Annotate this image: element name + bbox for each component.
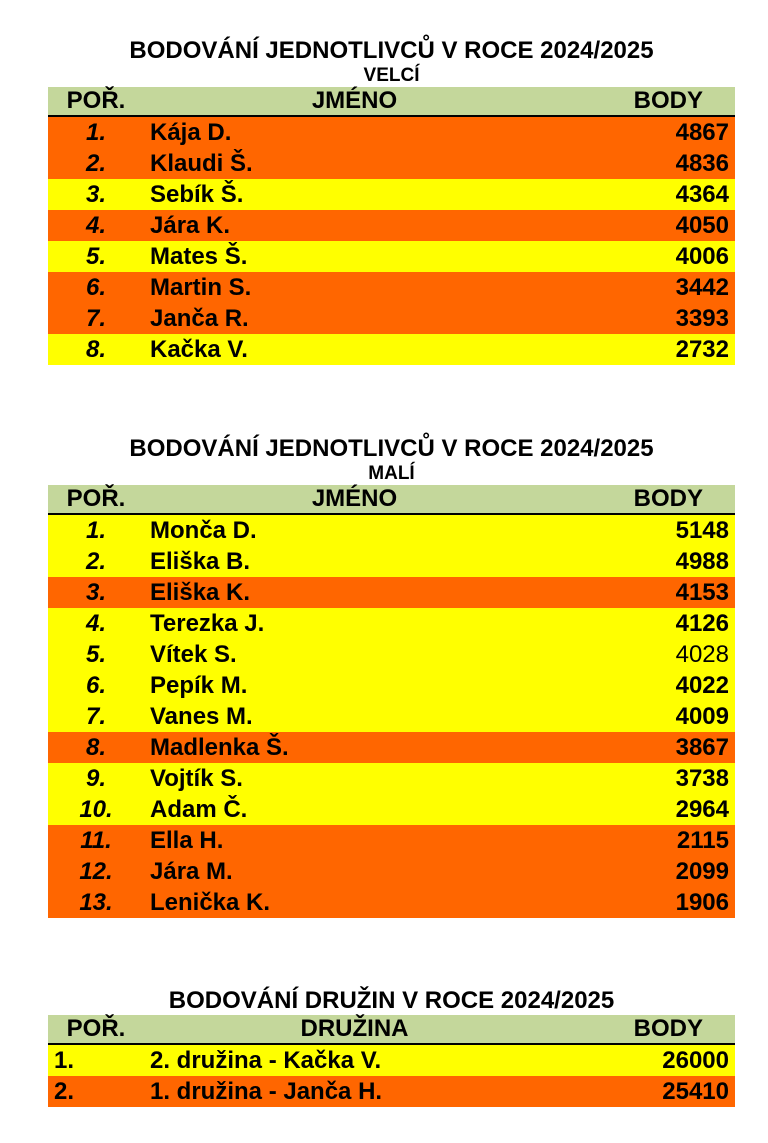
- cell-position: 5.: [48, 241, 144, 272]
- cell-points: 4153: [625, 577, 735, 608]
- table-row: [48, 794, 735, 825]
- header-position: POŘ.: [48, 1015, 144, 1044]
- cell-position: 2.: [48, 1076, 144, 1107]
- cell-position: 5.: [48, 639, 144, 670]
- table-row: [48, 1044, 735, 1076]
- cell-position: 10.: [48, 794, 144, 825]
- table-row: [48, 825, 735, 856]
- table-row: [48, 148, 735, 179]
- cell-name: Martin S.: [144, 272, 625, 303]
- cell-name: Klaudi Š.: [144, 148, 625, 179]
- cell-name: Adam Č.: [144, 794, 625, 825]
- table-row: [48, 116, 735, 148]
- section-subtitle: VELCÍ: [363, 65, 420, 86]
- cell-name: Kája D.: [144, 116, 625, 148]
- cell-position: 6.: [48, 272, 144, 303]
- cell-points: 5148: [625, 514, 735, 546]
- cell-points: 26000: [625, 1044, 735, 1076]
- cell-name: Ella H.: [144, 825, 625, 856]
- header-name: JMÉNO: [144, 87, 625, 116]
- table-row: [48, 303, 735, 334]
- table-body: [48, 514, 735, 918]
- table-row: [48, 546, 735, 577]
- cell-name: Lenička K.: [144, 887, 625, 918]
- cell-points: 4009: [625, 701, 735, 732]
- cell-name: Mates Š.: [144, 241, 625, 272]
- header-name: DRUŽINA: [144, 1015, 625, 1044]
- section-title: BODOVÁNÍ JEDNOTLIVCŮ V ROCE 2024/2025: [129, 37, 654, 64]
- cell-position: 12.: [48, 856, 144, 887]
- cell-points: 2099: [625, 856, 735, 887]
- cell-points: 1906: [625, 887, 735, 918]
- table-row: [48, 608, 735, 639]
- cell-position: 4.: [48, 210, 144, 241]
- cell-points: 4836: [625, 148, 735, 179]
- table-header-row: [48, 485, 735, 514]
- cell-position: 2.: [48, 546, 144, 577]
- cell-points: 25410: [625, 1076, 735, 1107]
- cell-points: 4988: [625, 546, 735, 577]
- cell-name: Pepík M.: [144, 670, 625, 701]
- table-header-row: [48, 87, 735, 116]
- cell-points: 4364: [625, 179, 735, 210]
- cell-position: 4.: [48, 608, 144, 639]
- cell-position: 11.: [48, 825, 144, 856]
- cell-name: Monča D.: [144, 514, 625, 546]
- cell-name: 1. družina - Janča H.: [144, 1076, 625, 1107]
- cell-name: Janča R.: [144, 303, 625, 334]
- cell-position: 1.: [48, 514, 144, 546]
- cell-position: 3.: [48, 179, 144, 210]
- header-position: POŘ.: [48, 87, 144, 116]
- cell-points: 3393: [625, 303, 735, 334]
- table-row: [48, 514, 735, 546]
- section-subtitle: MALÍ: [368, 463, 415, 484]
- table-row: [48, 639, 735, 670]
- cell-name: Jára K.: [144, 210, 625, 241]
- section-small: [48, 435, 735, 918]
- cell-points: 4006: [625, 241, 735, 272]
- cell-name: 2. družina - Kačka V.: [144, 1044, 625, 1076]
- cell-name: Terezka J.: [144, 608, 625, 639]
- section-title: BODOVÁNÍ DRUŽIN V ROCE 2024/2025: [168, 987, 615, 1014]
- cell-name: Madlenka Š.: [144, 732, 625, 763]
- cell-name: Kačka V.: [144, 334, 625, 365]
- cell-points: 2732: [625, 334, 735, 365]
- header-points: BODY: [625, 1015, 735, 1044]
- table-body: [48, 1044, 735, 1107]
- section-big: [48, 37, 735, 365]
- cell-position: 2.: [48, 148, 144, 179]
- header-points: BODY: [625, 485, 735, 514]
- cell-points: 3442: [625, 272, 735, 303]
- cell-points: 4867: [625, 116, 735, 148]
- cell-position: 7.: [48, 701, 144, 732]
- cell-points: 4028: [625, 639, 735, 670]
- cell-position: 1.: [48, 1044, 144, 1076]
- header-points: BODY: [625, 87, 735, 116]
- cell-points: 4126: [625, 608, 735, 639]
- table-row: [48, 577, 735, 608]
- cell-name: Jára M.: [144, 856, 625, 887]
- header-name: JMÉNO: [144, 485, 625, 514]
- cell-position: 3.: [48, 577, 144, 608]
- ranking-table-small: [48, 485, 735, 918]
- ranking-table-big: [48, 87, 735, 365]
- cell-position: 6.: [48, 670, 144, 701]
- cell-points: 3738: [625, 763, 735, 794]
- ranking-table-teams: [48, 1015, 735, 1107]
- table-row: [48, 179, 735, 210]
- cell-name: Sebík Š.: [144, 179, 625, 210]
- table-row: [48, 887, 735, 918]
- cell-name: Eliška B.: [144, 546, 625, 577]
- cell-position: 7.: [48, 303, 144, 334]
- table-row: [48, 210, 735, 241]
- cell-position: 8.: [48, 732, 144, 763]
- cell-points: 4050: [625, 210, 735, 241]
- cell-position: 8.: [48, 334, 144, 365]
- section-teams: [48, 987, 735, 1107]
- cell-name: Eliška K.: [144, 577, 625, 608]
- table-row: [48, 670, 735, 701]
- table-row: [48, 856, 735, 887]
- table-row: [48, 701, 735, 732]
- cell-points: 3867: [625, 732, 735, 763]
- section-title: BODOVÁNÍ JEDNOTLIVCŮ V ROCE 2024/2025: [129, 435, 654, 462]
- header-position: POŘ.: [48, 485, 144, 514]
- table-body: [48, 116, 735, 365]
- cell-points: 4022: [625, 670, 735, 701]
- cell-position: 9.: [48, 763, 144, 794]
- table-row: [48, 272, 735, 303]
- table-row: [48, 241, 735, 272]
- cell-position: 13.: [48, 887, 144, 918]
- cell-name: Vítek S.: [144, 639, 625, 670]
- cell-points: 2115: [625, 825, 735, 856]
- cell-points: 2964: [625, 794, 735, 825]
- table-row: [48, 732, 735, 763]
- table-row: [48, 334, 735, 365]
- table-header-row: [48, 1015, 735, 1044]
- cell-name: Vanes M.: [144, 701, 625, 732]
- cell-name: Vojtík S.: [144, 763, 625, 794]
- table-row: [48, 763, 735, 794]
- table-row: [48, 1076, 735, 1107]
- cell-position: 1.: [48, 116, 144, 148]
